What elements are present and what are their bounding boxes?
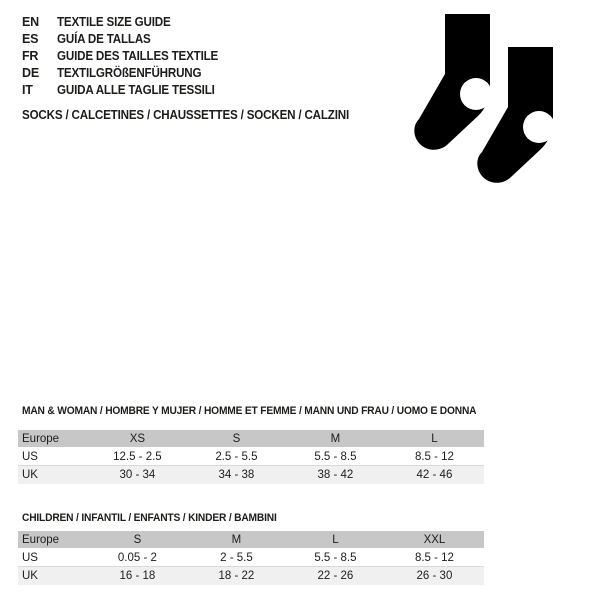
size-cell: 42 - 46 [416,469,453,481]
children-table-title [22,512,296,524]
column-header-size: M [231,533,242,546]
language-label: GUIDE DES TAILLES TEXTILE [57,48,219,63]
size-cell: 0.05 - 2 [117,551,157,564]
column-header-size: L [332,533,339,546]
sock-heel-cutout [460,78,492,110]
column-header-size: M [330,432,341,445]
size-cell: 5.5 - 8.5 [314,450,357,463]
language-code: ES [22,31,39,46]
size-cell: 12.5 - 2.5 [113,450,162,463]
table-row [18,466,484,484]
column-header-size: S [133,533,142,546]
sock-back-shape [414,14,492,150]
column-header-size: XS [129,432,146,445]
language-code: DE [22,65,39,80]
table-row [18,448,484,466]
language-row [22,13,230,30]
language-label: GUÍA DE TALLAS [57,31,151,46]
table-row [18,549,484,567]
size-table-children [18,531,484,585]
size-cell: 22 - 26 [317,570,354,582]
children-table-title-text: CHILDREN / INFANTIL / ENFANTS / KINDER / BAMBINI [22,512,277,524]
table-row [18,567,484,585]
size-cell: 38 - 42 [317,469,354,481]
column-header-region: Europe [22,533,60,546]
language-row [22,64,230,81]
language-row [22,30,230,47]
table-header-row [18,531,484,549]
column-header-size: S [232,432,241,445]
column-header-region: Europe [22,432,60,445]
size-cell: 16 - 18 [119,570,156,582]
size-cell: 26 - 30 [416,570,453,582]
language-list [22,13,230,98]
size-cell: 34 - 38 [218,469,255,481]
size-table-adults [18,430,484,484]
language-code: IT [22,82,33,97]
socks-icon [390,0,600,200]
language-row [22,47,230,64]
size-cell: 8.5 - 12 [414,551,454,564]
language-code: EN [22,14,39,29]
table-header-row [18,430,484,448]
row-label: US [22,450,38,463]
size-cell: 18 - 22 [218,570,255,582]
sock-heel-cutout [523,111,555,143]
row-label: UK [22,570,38,582]
size-cell: 2 - 5.5 [220,551,253,564]
language-row [22,81,230,98]
language-label: TEXTILGRÖßENFÜHRUNG [57,65,202,80]
language-code: FR [22,48,39,63]
size-cell: 8.5 - 12 [414,450,454,463]
adults-table-title-text: MAN & WOMAN / HOMBRE Y MUJER / HOMME ET FEMME / MANN UND FRAU / UOMO E DONNA [22,405,477,417]
row-label: UK [22,469,38,481]
size-cell: 5.5 - 8.5 [314,551,357,564]
language-label: GUIDA ALLE TAGLIE TESSILI [57,82,215,97]
adults-table-title [22,405,511,417]
size-cell: 2.5 - 5.5 [215,450,258,463]
language-label: TEXTILE SIZE GUIDE [57,14,171,29]
column-header-size: L [431,432,438,445]
row-label: US [22,551,38,564]
category-line [22,108,374,122]
size-cell: 30 - 34 [119,469,156,481]
column-header-size: XXL [423,533,446,546]
category-line-text: SOCKS / CALCETINES / CHAUSSETTES / SOCKEN / CALZINI [22,108,350,122]
